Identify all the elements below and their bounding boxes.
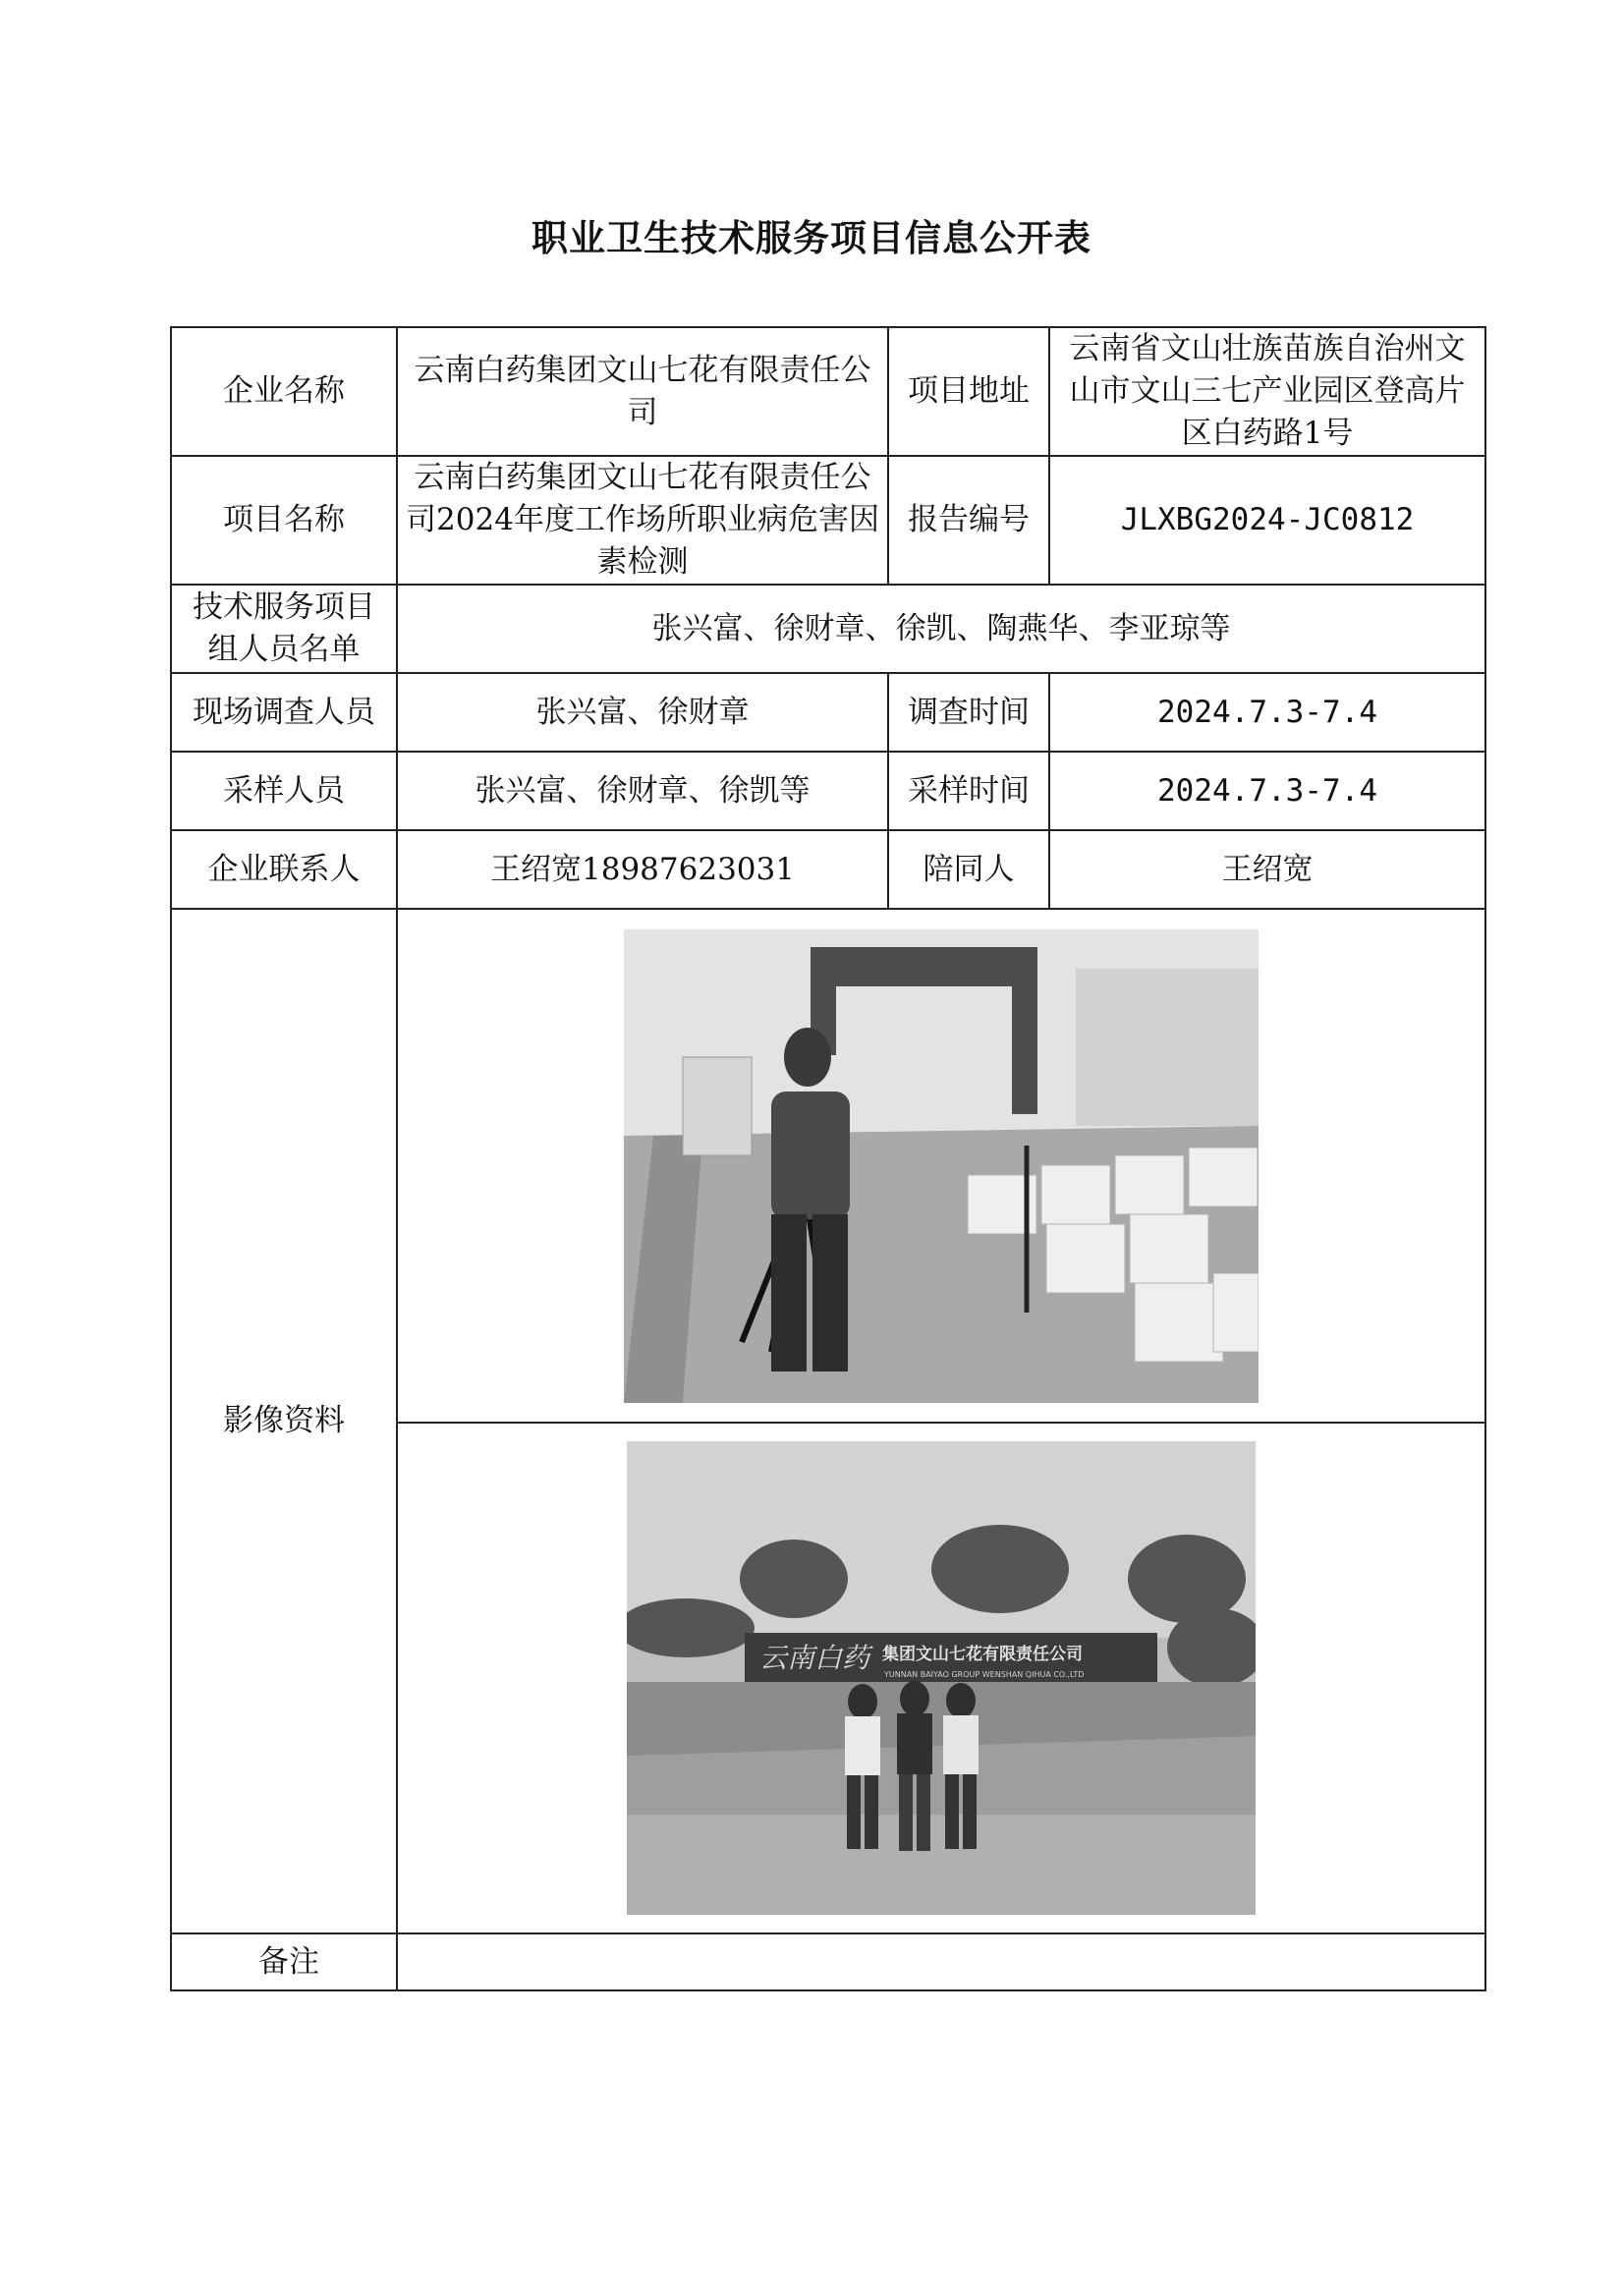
table-row (171, 830, 1485, 909)
contact-value: 王绍宽18987623031 (397, 830, 888, 909)
report-no-label: 报告编号 (888, 456, 1049, 585)
escort-label: 陪同人 (888, 830, 1049, 909)
remarks-label: 备注 (171, 1933, 397, 1990)
table-row (171, 585, 1485, 673)
survey-time-value: 2024.7.3-7.4 (1049, 673, 1485, 752)
table-row (171, 327, 1485, 456)
sampling-time-value: 2024.7.3-7.4 (1049, 752, 1485, 830)
table-row (171, 752, 1485, 830)
sampling-time-label: 采样时间 (888, 752, 1049, 830)
project-name-value: 云南白药集团文山七花有限责任公司2024年度工作场所职业病危害因素检测 (397, 456, 888, 585)
project-address-value: 云南省文山壮族苗族自治州文山市文山三七产业园区登高片区白药路1号 (1049, 327, 1485, 456)
remarks-value (397, 1933, 1485, 1990)
company-name-label: 企业名称 (171, 327, 397, 456)
photo-cell-1 (397, 909, 1485, 1423)
survey-staff-label: 现场调查人员 (171, 673, 397, 752)
table-row (171, 456, 1485, 585)
sampling-staff-label: 采样人员 (171, 752, 397, 830)
photo-field-sampling (624, 929, 1259, 1403)
table-row (171, 909, 1485, 1423)
escort-value: 王绍宽 (1049, 830, 1485, 909)
team-label: 技术服务项目组人员名单 (171, 585, 397, 673)
photo-cell-2 (397, 1423, 1485, 1933)
photo-sign-en: YUNNAN BAIYAO GROUP WENSHAN QIHUA CO.,LTD (884, 1670, 1085, 1679)
page-title: 职业卫生技术服务项目信息公开表 (532, 217, 1091, 259)
info-table (170, 326, 1486, 1991)
project-name-label: 项目名称 (171, 456, 397, 585)
photo-sign-cn: 集团文山七花有限责任公司 (882, 1645, 1083, 1664)
project-address-label: 项目地址 (888, 327, 1049, 456)
survey-staff-value: 张兴富、徐财章 (397, 673, 888, 752)
svg-text:云南白药: 云南白药 (759, 1642, 870, 1674)
contact-label: 企业联系人 (171, 830, 397, 909)
team-value: 张兴富、徐财章、徐凯、陶燕华、李亚琼等 (397, 585, 1485, 673)
photo-company-gate (627, 1441, 1256, 1915)
report-no-value: JLXBG2024-JC0812 (1049, 456, 1485, 585)
images-label: 影像资料 (171, 909, 397, 1933)
company-name-value: 云南白药集团文山七花有限责任公司 (397, 327, 888, 456)
table-row (171, 673, 1485, 752)
sampling-staff-value: 张兴富、徐财章、徐凯等 (397, 752, 888, 830)
table-row (171, 1933, 1485, 1990)
survey-time-label: 调查时间 (888, 673, 1049, 752)
